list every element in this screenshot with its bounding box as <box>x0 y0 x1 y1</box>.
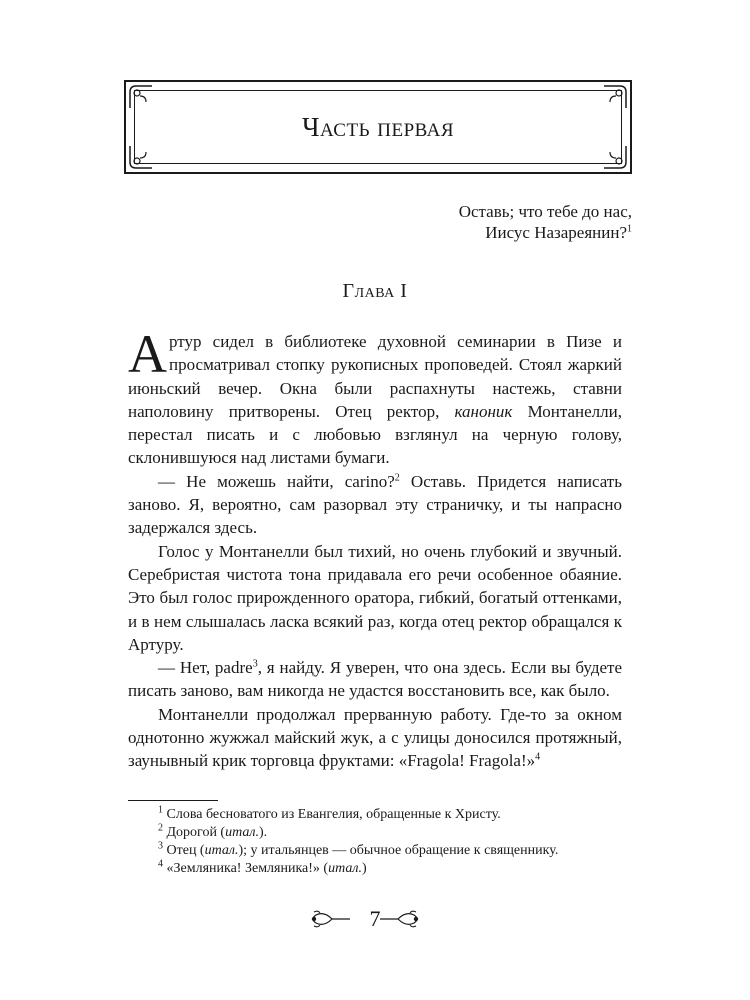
corner-ornament-icon <box>602 144 628 170</box>
footnote-marker: 1 <box>627 223 632 235</box>
footnote-marker: 2 <box>394 472 400 484</box>
paragraph: — Нет, padre$^3$, я найду. Я уверен, что она здесь. Если вы будете писать заново, вам никогда не удастся восстановить все, как было. <box>128 658 622 701</box>
paragraph: Артур сидел в библиотеке духовной семинарии в Пизе и просматривал стопку рукописных проповедей. Стоял жаркий июньский вечер. Окна были распахнуты настежь, ставни наполовину притворены. Отец ректор, каноник Монтанелли, перестал писать и с любовью взглянул на черную голову, склонившуюся над листами бумаги. <box>128 324 622 468</box>
footnote: $^2$ Дорогой (итал.). <box>158 822 268 840</box>
footnote-marker: 4 <box>535 751 541 763</box>
paragraph: — Не можешь найти, carino?$^2$ Оставь. Придется написать заново. Я, вероятно, сам разорвал эту страничку, и ты напрасно задержался здесь. <box>128 471 622 538</box>
footnotes <box>128 806 622 878</box>
footnote: $^4$ «Земляника! Земляника!» (итал.) <box>158 858 367 876</box>
paragraph: Голос у Монтанелли был тихий, но очень глубокий и звучный. Серебристая чистота тона придавала его речи особенное обаяние. Это был голос прирожденного оратора, гибкий, богатый оттенками, и в нем слышалась ласка всякий раз, когда отец ректор обращался к Артуру. <box>128 541 622 654</box>
paragraph: Монтанелли продолжал прерванную работу. Где-то за окном однотонно жужжал майский жук, а с улицы доносился протяжный, заунывный крик торговца фруктами: «Fragola! Fragola!»$^4$ <box>128 704 622 771</box>
corner-ornament-icon <box>128 144 154 170</box>
page-ornament-icon <box>378 910 424 928</box>
footnote: $^1$ Слова бесноватого из Евангелия, обращенные к Христу. <box>158 804 501 822</box>
page-number: 7 <box>369 906 381 931</box>
epigraph-line: Оставь; что тебе до нас, <box>458 202 632 221</box>
drop-cap: А <box>128 324 167 384</box>
epigraph-line: Иисус Назареянин?$^1$ <box>485 223 632 242</box>
footnote: $^3$ Отец (итал.); у итальянцев — обычное обращение к священнику. <box>158 840 559 858</box>
body-text <box>128 324 622 773</box>
footnote-divider <box>128 800 218 801</box>
corner-ornament-icon <box>128 84 154 110</box>
corner-ornament-icon <box>602 84 628 110</box>
part-title-frame <box>124 80 632 174</box>
part-title: Часть первая <box>301 112 455 142</box>
footnote-marker: 3 <box>252 658 258 670</box>
chapter-title: Глава I <box>342 280 408 302</box>
epigraph <box>459 201 632 243</box>
